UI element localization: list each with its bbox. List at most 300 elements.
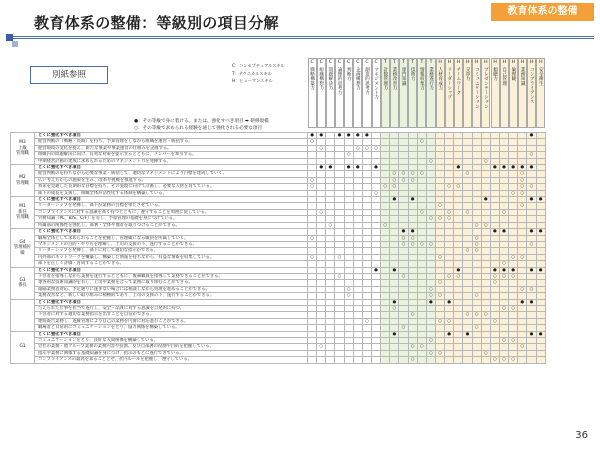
skill-cell: ○	[490, 357, 499, 363]
skill-cell: ○	[445, 184, 454, 190]
column-label: 業務遂行力	[428, 67, 434, 90]
column-header	[463, 58, 472, 128]
row-description: とくに強化すべき項目	[35, 267, 308, 273]
skill-cell: ○	[509, 338, 518, 344]
skill-cell: ●	[481, 197, 490, 203]
skill-cell: ○	[499, 305, 508, 311]
skill-cell: ○	[481, 158, 490, 164]
column-header	[481, 58, 490, 128]
skill-cell	[317, 357, 326, 363]
skill-cell	[454, 357, 463, 363]
skill-cell: ●	[426, 299, 435, 305]
skill-cell: ○	[381, 222, 390, 228]
skill-cell: ●	[362, 133, 371, 139]
page-title: 教育体系の整備：等級別の項目分解	[34, 14, 279, 32]
skill-cell: ●	[536, 197, 545, 203]
column-code: T	[429, 60, 433, 65]
column-code: C	[328, 60, 332, 65]
row-description: とくに強化すべき項目	[35, 299, 308, 305]
skill-cell: ○	[408, 171, 417, 177]
column-code: T	[393, 60, 396, 65]
skill-cell: ○	[308, 177, 317, 183]
note-hollow: ○：その等級で求められる経験を通じて強化される必要な項目	[134, 126, 263, 131]
skill-cell: ●	[536, 229, 545, 235]
column-header	[317, 58, 326, 128]
title-rule	[6, 36, 594, 37]
skill-cell	[435, 357, 444, 363]
column-code: C	[310, 60, 314, 65]
skill-cell: ○	[463, 312, 472, 318]
column-code: T	[420, 60, 424, 65]
skill-cell: ○	[435, 350, 444, 356]
column-header	[536, 58, 545, 128]
skill-cell: ●	[499, 267, 508, 273]
skill-cell: ○	[371, 190, 380, 196]
column-code: H	[511, 60, 516, 65]
skill-cell: ●	[317, 133, 326, 139]
row-description: とくに強化すべき項目	[35, 331, 308, 337]
skill-cell: ○	[426, 338, 435, 344]
skill-cell	[426, 357, 435, 363]
column-code: C	[337, 60, 342, 65]
skill-cell: ○	[344, 293, 353, 299]
skill-cell	[335, 357, 344, 363]
skill-cell: ●	[527, 267, 536, 273]
skill-cell: ○	[509, 273, 518, 279]
row-description: 業務改善など、新しい取り組みに積極的であり、上司の支援の下、遂行することができる。	[35, 293, 308, 299]
skill-cell: ●	[527, 299, 536, 305]
skill-cell: ●	[490, 229, 499, 235]
column-header	[326, 58, 335, 128]
column-label: 戦略構築力	[309, 67, 315, 90]
column-label: 企画構想力	[355, 67, 361, 90]
skill-cell: ○	[335, 254, 344, 260]
skill-cell: ○	[472, 235, 481, 241]
row-description: 内外部のネットワークを構築し、構築した情報を持ちながら、有益な情報を収集している。	[35, 254, 308, 260]
skill-cell	[308, 357, 317, 363]
grade-label: M3 上級 管理職	[11, 133, 35, 165]
skill-cell: ○	[362, 318, 371, 324]
column-header	[445, 58, 454, 128]
column-header	[426, 58, 435, 128]
skill-cell: ●	[408, 197, 417, 203]
skill-cell: ○	[390, 184, 399, 190]
skill-cell: ○	[472, 325, 481, 331]
skill-cell: ○	[518, 286, 527, 292]
skill-cell: ○	[399, 241, 408, 247]
skill-cell: ○	[417, 209, 426, 215]
section-tag: 教育体系の整備	[491, 3, 594, 21]
column-code: C	[365, 60, 369, 65]
skill-cell: ○	[472, 241, 481, 247]
skill-cell: ●	[499, 229, 508, 235]
skill-cell	[417, 357, 426, 363]
skill-cell: ○	[499, 273, 508, 279]
skill-cell: ●	[509, 165, 518, 171]
column-label: 判断力	[346, 67, 352, 81]
skill-cell: ○	[509, 254, 518, 260]
skill-cell: ○	[527, 241, 536, 247]
column-header	[353, 58, 362, 128]
skill-cell: ○	[426, 350, 435, 356]
skill-cell: ○	[426, 241, 435, 247]
skill-cell: ○	[518, 203, 527, 209]
skill-cell: ○	[527, 184, 536, 190]
skill-cell: ○	[408, 312, 417, 318]
skill-cell: ●	[390, 331, 399, 337]
skill-cell: ○	[481, 222, 490, 228]
column-label: 専門知識	[401, 67, 407, 86]
column-label: 倫理観	[510, 67, 516, 81]
column-code: H	[502, 60, 506, 65]
skill-cell: ○	[518, 190, 527, 196]
skill-cell: ●	[527, 197, 536, 203]
skill-cell: ○	[445, 216, 454, 222]
skill-cell: ○	[490, 318, 499, 324]
row-description: コンプライアンスに対する意識を高く持つとともに、遵守することを周囲に促している。	[35, 209, 308, 215]
skill-cell: ●	[527, 331, 536, 337]
skill-cell: ●	[399, 229, 408, 235]
skill-cell: ○	[344, 286, 353, 292]
legend	[232, 62, 285, 85]
skill-cell	[399, 357, 408, 363]
column-header	[436, 58, 445, 128]
column-label: 論理的思考力	[337, 67, 342, 95]
skill-cell: ○	[399, 171, 408, 177]
column-header	[454, 58, 463, 128]
row-description: 専各的な技術知識的を有し、上司や業務を合って業務に取り組むことができる。	[35, 280, 308, 286]
column-label: プレゼンテーション	[483, 67, 489, 109]
column-label: 組織構想力	[318, 67, 324, 90]
skill-cell: ○	[362, 145, 371, 151]
column-header	[308, 58, 317, 128]
column-label: コンプライアンス	[529, 67, 535, 104]
skill-cell: ○	[417, 171, 426, 177]
skill-cell: ○	[435, 203, 444, 209]
row-description: 所属部の関係性を強化し、部署・全体や他者を取りつけることができる。	[35, 222, 308, 228]
skill-cell: ○	[490, 280, 499, 286]
row-description: とくに強化すべき項目	[35, 165, 308, 171]
decor-square-light	[12, 41, 18, 47]
column-label: 創造的思考力	[364, 67, 370, 95]
row-description: 下位者を指導しながら業務を遂行するとともに、後輩職員を指導して業務できることができる。	[35, 273, 308, 279]
grade-label: G3 係長	[11, 267, 35, 299]
skill-cell	[536, 357, 545, 363]
skill-cell: ○	[481, 350, 490, 356]
skill-cell: ○	[454, 273, 463, 279]
column-code: H	[447, 60, 452, 65]
skill-cell: ○	[472, 312, 481, 318]
column-header	[335, 58, 344, 128]
skill-cell: ●	[454, 165, 463, 171]
column-label: マネジメント力	[373, 67, 379, 100]
column-label: リーダーシップ	[446, 67, 452, 100]
column-label: 計数管理力	[382, 67, 388, 90]
skill-cell: ●	[326, 165, 335, 171]
row-description: 経営判断の（戦略・長期）を持ち、予算管理をしながら組織を運営・統括する。	[35, 139, 308, 145]
skill-cell: ○	[399, 273, 408, 279]
skill-cell: ○	[408, 235, 417, 241]
skill-cell: ○	[472, 222, 481, 228]
row-description: 与えられた仕事を担当で遂行し、安全・品質に対する意識を自発的に持つ。	[35, 305, 308, 311]
skill-cell: ○	[499, 209, 508, 215]
skill-cell: ●	[454, 267, 463, 273]
skill-cell: ●	[518, 299, 527, 305]
column-label: 安全衛生	[538, 67, 544, 86]
skill-cell: ○	[463, 209, 472, 215]
column-code: C	[374, 60, 378, 65]
skill-cell: ○	[353, 145, 362, 151]
column-code: H	[520, 60, 525, 65]
skill-cell: ○	[445, 318, 454, 324]
skill-cell: ○	[435, 216, 444, 222]
column-header	[344, 58, 353, 128]
column-label: 情報収集力	[419, 67, 425, 90]
page-number: 36	[575, 430, 588, 441]
skill-cell: ●	[353, 165, 362, 171]
column-code: T	[402, 60, 405, 65]
skill-cell: ○	[335, 273, 344, 279]
column-code: H	[475, 60, 479, 65]
column-code: C	[319, 60, 323, 65]
skill-cell	[472, 357, 481, 363]
column-label: 傾聴力	[492, 67, 498, 81]
column-header	[362, 58, 371, 128]
row-description: 中期経営計画の達成に求められるためのマネジメント力を発揮する。	[35, 158, 308, 164]
grade-label: G4 管理補佐 職	[11, 229, 35, 267]
skill-cell: ○	[527, 152, 536, 158]
skill-cell: ○	[454, 184, 463, 190]
skill-cell: ●	[536, 331, 545, 337]
skill-cell: ●	[463, 331, 472, 337]
row-description: 部下を正しく評価・育成することができる。	[35, 261, 308, 267]
column-label: 業務知識	[520, 67, 525, 86]
column-label: コミュニケーション	[474, 67, 480, 109]
row-description: とくに強化すべき項目	[35, 197, 308, 203]
skill-cell: ○	[408, 344, 417, 350]
column-code: T	[383, 60, 387, 65]
row-description: リーダーシップを発揮し、部下に対して適切な指示ができる。	[35, 248, 308, 254]
skill-cell: ○	[326, 222, 335, 228]
row-description: リーダーシップを発揮し、部下が業務の目標を果たさせている。	[35, 203, 308, 209]
column-label: 自己管理	[501, 67, 507, 86]
skill-cell: ○	[463, 171, 472, 177]
skill-cell	[390, 357, 399, 363]
column-code: C	[347, 60, 351, 65]
column-code: H	[484, 60, 488, 65]
column-code: C	[356, 60, 360, 65]
column-header	[500, 58, 509, 128]
note-filled: ●：その等級で身に着ける、または、強化すべき項目 ➡ 研修規模	[134, 119, 269, 124]
skill-cell	[381, 357, 390, 363]
skill-cell: ○	[472, 293, 481, 299]
skill-cell: ●	[490, 267, 499, 273]
row-description: 下位者に対する適切な業務指示を出すことを自信ができる。	[35, 312, 308, 318]
skill-cell: ●	[308, 133, 317, 139]
skill-cell: ●	[371, 267, 380, 273]
skill-cell: ○	[426, 158, 435, 164]
skill-cell: ○	[518, 184, 527, 190]
skill-cell: ●	[490, 165, 499, 171]
column-header	[417, 58, 426, 128]
skill-cell: ●	[445, 331, 454, 337]
column-header	[518, 58, 527, 128]
skill-cell	[353, 357, 362, 363]
skill-cell	[344, 357, 353, 363]
skill-cell: ○	[390, 305, 399, 311]
skill-cell: ○	[499, 357, 508, 363]
row-description: 職場者と日常的にコミュニケーションをとり、協力関係を構築している。	[35, 325, 308, 331]
column-header	[509, 58, 518, 128]
skill-cell: ●	[317, 165, 326, 171]
row-description: 経営環境の変化を捉え、新たな事業や事業運営の仕組みを企画する。	[35, 145, 308, 151]
skill-cell: ○	[499, 338, 508, 344]
column-header	[381, 58, 390, 128]
column-code: H	[539, 60, 543, 65]
skill-cell	[518, 357, 527, 363]
column-label: 問題解決力	[327, 67, 333, 90]
skill-cell: ○	[527, 286, 536, 292]
skill-cell: ●	[499, 165, 508, 171]
skill-cell: ○	[371, 145, 380, 151]
grade-label: G1	[11, 331, 35, 363]
skill-cell: ○	[509, 190, 518, 196]
skill-cell: ○	[481, 312, 490, 318]
skill-cell: ○	[445, 209, 454, 215]
skill-cell: ○	[344, 152, 353, 158]
skill-cell: ○	[308, 235, 317, 241]
skill-cell: ●	[335, 133, 344, 139]
skill-cell: ○	[399, 235, 408, 241]
skill-cell: ○	[426, 216, 435, 222]
skill-cell: ○	[417, 139, 426, 145]
skill-cell	[326, 357, 335, 363]
grade-label: M1 新任 管理職	[11, 197, 35, 229]
column-label: 人材育成力	[437, 67, 443, 90]
skill-cell: ○	[408, 241, 417, 247]
skill-cell: ○	[417, 344, 426, 350]
row-description: とくに強化すべき項目	[35, 133, 308, 139]
skill-cell: ●	[344, 133, 353, 139]
skill-cell: ○	[518, 177, 527, 183]
skill-cell: ○	[390, 171, 399, 177]
column-header	[408, 58, 417, 128]
skill-cell: ○	[308, 139, 317, 145]
skill-cell: ●	[353, 133, 362, 139]
column-header	[390, 58, 399, 128]
column-header	[491, 58, 500, 128]
skill-cell: ○	[499, 261, 508, 267]
decor-square-dark	[6, 34, 13, 41]
title-rule-secondary	[6, 38, 594, 39]
row-description: 将来を見通した長期的な目標を持ち、その実現に向けて計画し、必要な人材を育てている。	[35, 184, 308, 190]
row-description: マネジメントの目的・やり方を理解し、上司の支援の下、遂行することができる。	[35, 241, 308, 247]
skill-cell: ●	[390, 197, 399, 203]
column-label: チームワーク	[455, 67, 461, 95]
skill-cell: ●	[445, 299, 454, 305]
column-code: H	[438, 60, 442, 65]
column-code: T	[411, 60, 415, 65]
row-description: とくに強化すべき項目	[35, 229, 308, 235]
reference-label: 別紙参照	[30, 66, 108, 84]
skill-cell: ○	[426, 286, 435, 292]
skill-cell: ○	[317, 145, 326, 151]
column-code: H	[456, 60, 461, 65]
skill-cell: ○	[426, 293, 435, 299]
row-description: 職場全体として求められることを把握し、管理職になる職員を所属していく。	[35, 235, 308, 241]
skill-cell: ○	[308, 254, 317, 260]
skill-cell: ○	[317, 209, 326, 215]
row-description: 遠隔業務者対応、予定通りに遂まない場合には相談しながら処理を進めることができる。	[35, 286, 308, 292]
skill-cell: ○	[399, 325, 408, 331]
column-label: 交渉力	[465, 67, 471, 81]
skill-cell: ○	[408, 177, 417, 183]
skill-cell: ●	[344, 165, 353, 171]
skill-cell: ○	[317, 344, 326, 350]
row-description: コンプライアンスの最高を知ることとせ、社内ルールを把握し、遵守している。	[35, 357, 308, 363]
skill-cell: ●	[509, 267, 518, 273]
skill-cell	[527, 357, 536, 363]
skill-cell: ●	[527, 229, 536, 235]
skill-cell: ○	[399, 177, 408, 183]
skill-cell: ●	[536, 267, 545, 273]
column-label: 技術力	[410, 67, 416, 81]
skill-cell: ●	[408, 229, 417, 235]
skill-cell: ○	[408, 357, 417, 363]
row-description: 組織内の問題解決に向け、有効な対策を提示するとともに、メンバーを牽引する。	[35, 152, 308, 158]
row-description: 労務知識（PL、B/S、C/F）を有し、予算管理の基礎を身につけている。	[35, 216, 308, 222]
legend-line: C：コンセプチュアルスキル	[232, 63, 285, 68]
row-description: 経営判断のを持ちながら必要な事業・統括して、適切なマネジメントにより目標を達成していく。	[35, 171, 308, 177]
skill-cell: ○	[518, 344, 527, 350]
column-code: H	[493, 60, 497, 65]
legend-line: T：テクニカルスキル	[232, 70, 272, 76]
skill-cell: ○	[435, 293, 444, 299]
skill-cell: ○	[435, 318, 444, 324]
grade-label	[11, 299, 35, 331]
skill-cell: ○	[308, 184, 317, 190]
legend-line: H：ヒューマンスキル	[232, 78, 273, 83]
skill-cell: ●	[527, 133, 536, 139]
skill-cell	[362, 357, 371, 363]
row-description: 指示や業務に関係する基礎知識を身につけ、指示のもとに遂行できている。	[35, 350, 308, 356]
skill-cell: ○	[445, 273, 454, 279]
column-header	[372, 58, 381, 128]
skill-cell	[481, 357, 490, 363]
row-description: 会社の業務・他グループ業務の業務内容や役割、及び自部署の役割や目的を把握している。	[35, 344, 308, 350]
skill-cell: ●	[518, 165, 527, 171]
column-header	[472, 58, 481, 128]
skill-cell: ○	[518, 171, 527, 177]
skill-matrix	[10, 132, 546, 364]
skill-cell	[371, 357, 380, 363]
column-header	[527, 58, 536, 128]
skill-cell: ●	[390, 299, 399, 305]
skill-cell: ○	[509, 305, 518, 311]
skill-cell: ○	[381, 184, 390, 190]
column-header	[399, 58, 408, 128]
row-description: 連絡報告業務し、遂縦管理により自己の業務を円滑に対応進むことができる。	[35, 318, 308, 324]
skill-cell: ●	[527, 165, 536, 171]
row-description: 広い考え方からの施策を生み、改革や挑戦を推進する。	[35, 177, 308, 183]
skill-cell: ●	[390, 267, 399, 273]
row-description: コミュニケーションをとり、良好な人間関係を構築している。	[35, 338, 308, 344]
skill-cell: ○	[509, 357, 518, 363]
skill-cell: ●	[371, 165, 380, 171]
skill-cell: ○	[390, 177, 399, 183]
skill-cell: ○	[435, 254, 444, 260]
column-code: H	[529, 60, 534, 65]
